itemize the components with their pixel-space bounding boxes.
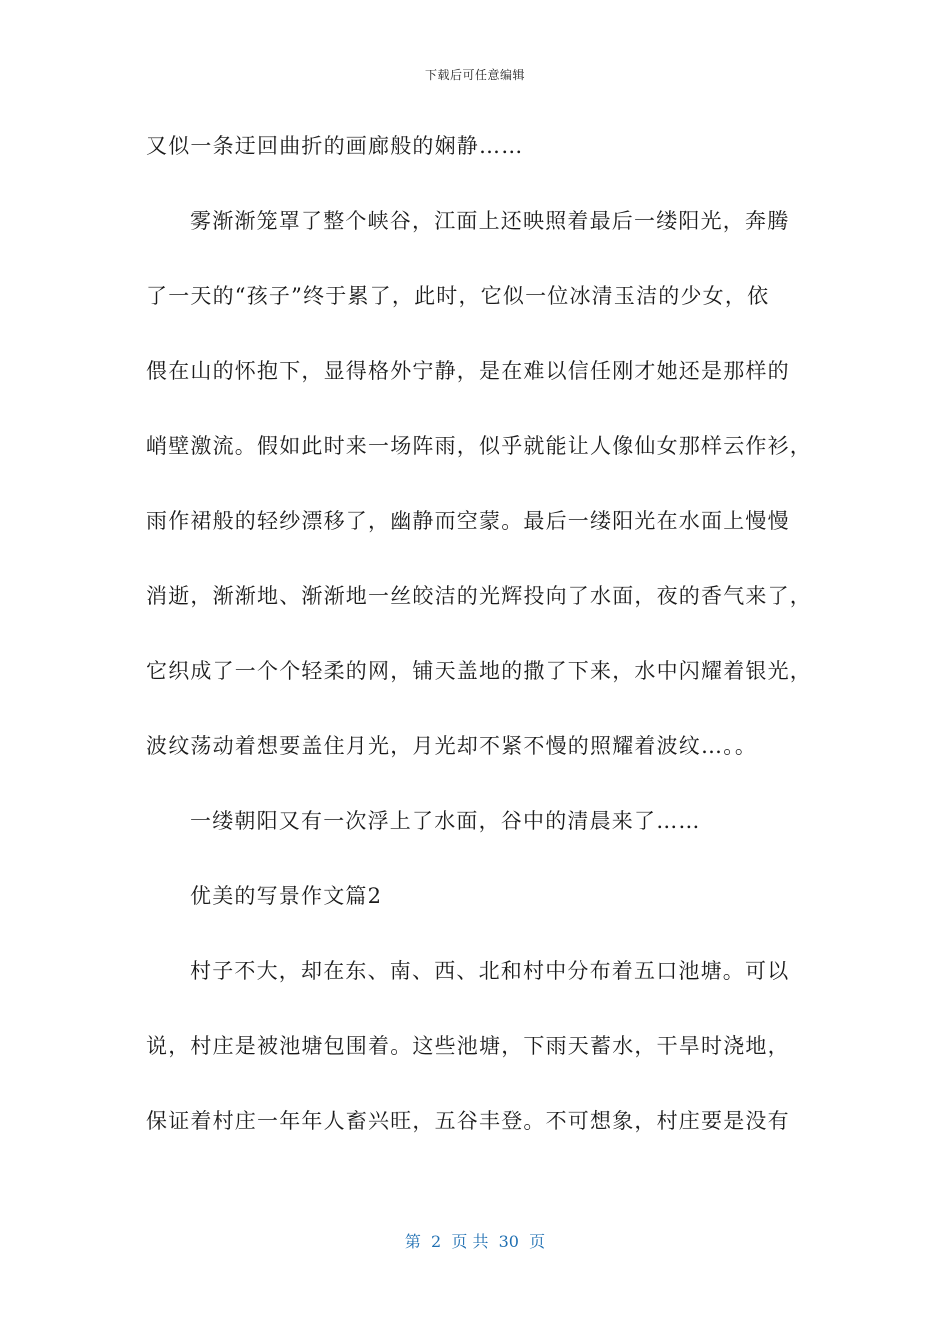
section-heading: 优美的写景作文篇2 bbox=[190, 884, 383, 908]
text-line: 消逝，渐渐地、渐渐地一丝皎洁的光辉投向了水面，夜的香气来了， bbox=[146, 584, 812, 608]
page-header: 下载后可任意编辑 bbox=[424, 68, 525, 82]
text-line: 它织成了一个个轻柔的网，铺天盖地的撒了下来，水中闪耀着银光， bbox=[146, 659, 812, 683]
text-line: 说，村庄是被池塘包围着。这些池塘，下雨天蓄水，干旱时浇地， bbox=[146, 1034, 790, 1058]
text-line: 又似一条迂回曲折的画廊般的娴静…… bbox=[146, 134, 524, 158]
text-line: 波纹荡动着想要盖住月光，月光却不紧不慢的照耀着波纹…。。 bbox=[146, 734, 758, 758]
text-line: 保证着村庄一年年人畜兴旺，五谷丰登。不可想象，村庄要是没有 bbox=[146, 1109, 790, 1133]
paragraph-first-line: 雾渐渐笼罩了整个峡谷，江面上还映照着最后一缕阳光，奔腾 bbox=[190, 209, 790, 233]
paragraph-first-line: 一缕朝阳又有一次浮上了水面，谷中的清晨来了…… bbox=[190, 809, 701, 833]
text-line: 了一天的“孩子”终于累了，此时，它似一位冰清玉洁的少女，依 bbox=[146, 284, 770, 308]
text-line: 峭壁激流。假如此时来一场阵雨，似乎就能让人像仙女那样云作衫， bbox=[146, 434, 812, 458]
text-line: 偎在山的怀抱下，显得格外宁静，是在难以信任刚才她还是那样的 bbox=[146, 359, 790, 383]
page-footer: 第 2 页 共 30 页 bbox=[404, 1232, 546, 1251]
paragraph-first-line: 村子不大，却在东、南、西、北和村中分布着五口池塘。可以 bbox=[190, 959, 790, 983]
text-line: 雨作裙般的轻纱漂移了，幽静而空蒙。最后一缕阳光在水面上慢慢 bbox=[146, 509, 790, 533]
